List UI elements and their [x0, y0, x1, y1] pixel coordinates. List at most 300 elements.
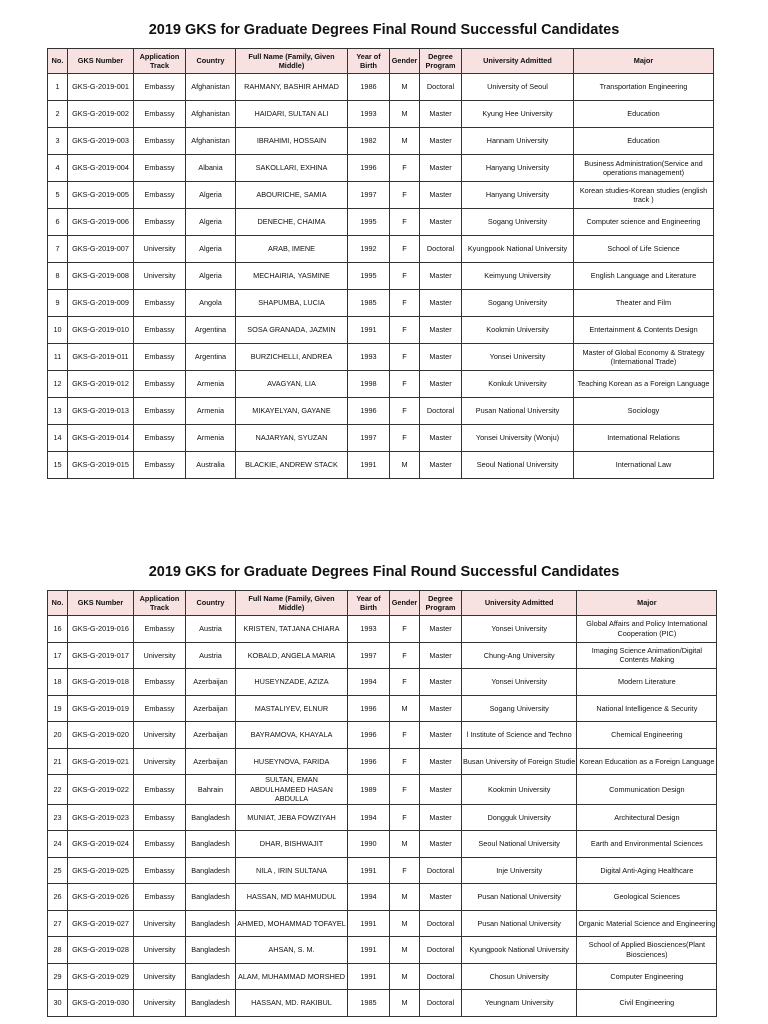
header-col-gks-number: GKS Number: [68, 591, 134, 616]
header-col-degree: Degree Program: [420, 591, 462, 616]
col-major-cell: English Language and Literature: [574, 263, 714, 290]
col-no-cell: 18: [48, 669, 68, 696]
col-gks-number-cell: GKS-G-2019-013: [68, 398, 134, 425]
header-col-major: Major: [577, 591, 717, 616]
col-gender-cell: F: [390, 317, 420, 344]
col-full-name-cell: NAJARYAN, SYUZAN: [236, 425, 348, 452]
header-col-year: Year of Birth: [348, 591, 390, 616]
col-country-cell: Azerbaijan: [186, 669, 236, 696]
col-gks-number-cell: GKS-G-2019-023: [68, 804, 134, 831]
col-university-cell: Yonsei University: [462, 669, 577, 696]
col-gks-number-cell: GKS-G-2019-005: [68, 182, 134, 209]
table-row: [48, 236, 714, 263]
col-gender-cell: M: [390, 452, 420, 479]
col-university-cell: Yonsei University (Wonju): [462, 425, 574, 452]
col-track-cell: Embassy: [134, 831, 186, 858]
col-full-name-cell: MASTALIYEV, ELNUR: [236, 695, 348, 722]
col-major-cell: International Relations: [574, 425, 714, 452]
table-row: [48, 101, 714, 128]
col-track-cell: Embassy: [134, 155, 186, 182]
col-degree-cell: Doctoral: [420, 857, 462, 884]
col-no-cell: 26: [48, 884, 68, 911]
col-university-cell: Pusan National University: [462, 884, 577, 911]
col-full-name-cell: MECHAIRIA, YASMINE: [236, 263, 348, 290]
col-gender-cell: M: [390, 101, 420, 128]
col-no-cell: 28: [48, 937, 68, 964]
header-col-university: University Admitted: [462, 591, 577, 616]
candidates-table: [47, 590, 717, 1017]
col-year-cell: 1995: [348, 209, 390, 236]
col-major-cell: Master of Global Economy & Strategy (International Trade): [574, 344, 714, 371]
col-year-cell: 1996: [348, 398, 390, 425]
col-university-cell: Sogang University: [462, 290, 574, 317]
table-row: [48, 371, 714, 398]
col-country-cell: Afghanistan: [186, 128, 236, 155]
col-gks-number-cell: GKS-G-2019-007: [68, 236, 134, 263]
col-degree-cell: Master: [420, 669, 462, 696]
col-track-cell: Embassy: [134, 128, 186, 155]
col-no-cell: 4: [48, 155, 68, 182]
header-col-country: Country: [186, 49, 236, 74]
col-no-cell: 16: [48, 616, 68, 643]
col-gks-number-cell: GKS-G-2019-022: [68, 775, 134, 805]
col-track-cell: Embassy: [134, 209, 186, 236]
col-gender-cell: M: [390, 990, 420, 1017]
col-major-cell: Civil Engineering: [577, 990, 717, 1017]
col-year-cell: 1996: [348, 155, 390, 182]
col-major-cell: Architectural Design: [577, 804, 717, 831]
col-year-cell: 1991: [348, 857, 390, 884]
col-country-cell: Bangladesh: [186, 831, 236, 858]
table-row: [48, 804, 717, 831]
col-major-cell: International Law: [574, 452, 714, 479]
col-gender-cell: M: [390, 695, 420, 722]
col-gender-cell: F: [390, 344, 420, 371]
col-gender-cell: F: [390, 371, 420, 398]
col-no-cell: 23: [48, 804, 68, 831]
col-major-cell: Chemical Engineering: [577, 722, 717, 749]
col-full-name-cell: BAYRAMOVA, KHAYALA: [236, 722, 348, 749]
col-year-cell: 1996: [348, 722, 390, 749]
col-country-cell: Afghanistan: [186, 74, 236, 101]
col-gks-number-cell: GKS-G-2019-027: [68, 910, 134, 937]
table-header-row: [48, 49, 714, 74]
col-no-cell: 22: [48, 775, 68, 805]
col-full-name-cell: RAHMANY, BASHIR AHMAD: [236, 74, 348, 101]
col-year-cell: 1994: [348, 884, 390, 911]
col-major-cell: Global Affairs and Policy International Cooperation (PIC): [577, 616, 717, 643]
col-no-cell: 6: [48, 209, 68, 236]
col-no-cell: 19: [48, 695, 68, 722]
header-col-degree: Degree Program: [420, 49, 462, 74]
table-row: [48, 831, 717, 858]
col-gender-cell: F: [390, 804, 420, 831]
col-gks-number-cell: GKS-G-2019-021: [68, 748, 134, 775]
col-full-name-cell: SAKOLLARI, EXHINA: [236, 155, 348, 182]
col-no-cell: 1: [48, 74, 68, 101]
col-gender-cell: M: [390, 74, 420, 101]
col-country-cell: Austria: [186, 616, 236, 643]
col-university-cell: Chung-Ang University: [462, 642, 577, 669]
page-title: 2019 GKS for Graduate Degrees Final Round Successful Candidates: [148, 22, 620, 38]
col-country-cell: Armenia: [186, 398, 236, 425]
col-country-cell: Bangladesh: [186, 990, 236, 1017]
col-no-cell: 15: [48, 452, 68, 479]
col-country-cell: Armenia: [186, 425, 236, 452]
col-gks-number-cell: GKS-G-2019-030: [68, 990, 134, 1017]
col-track-cell: University: [134, 910, 186, 937]
col-no-cell: 29: [48, 963, 68, 990]
col-no-cell: 25: [48, 857, 68, 884]
table-row: [48, 263, 714, 290]
col-university-cell: l Institute of Science and Techno: [462, 722, 577, 749]
header-col-full-name: Full Name (Family, Given Middle): [236, 591, 348, 616]
col-track-cell: University: [134, 937, 186, 964]
col-university-cell: Inje University: [462, 857, 577, 884]
col-full-name-cell: AVAGYAN, LIA: [236, 371, 348, 398]
col-gks-number-cell: GKS-G-2019-025: [68, 857, 134, 884]
col-year-cell: 1989: [348, 775, 390, 805]
col-track-cell: University: [134, 263, 186, 290]
col-track-cell: University: [134, 722, 186, 749]
col-university-cell: Yeungnam University: [462, 990, 577, 1017]
col-university-cell: Kyungpook National University: [462, 937, 577, 964]
col-country-cell: Bangladesh: [186, 910, 236, 937]
col-country-cell: Bahrain: [186, 775, 236, 805]
table-row: [48, 344, 714, 371]
col-year-cell: 1992: [348, 236, 390, 263]
col-country-cell: Afghanistan: [186, 101, 236, 128]
col-no-cell: 17: [48, 642, 68, 669]
table-row: [48, 398, 714, 425]
col-university-cell: Hanyang University: [462, 155, 574, 182]
col-full-name-cell: ALAM, MUHAMMAD MORSHED: [236, 963, 348, 990]
col-track-cell: Embassy: [134, 398, 186, 425]
col-country-cell: Bangladesh: [186, 963, 236, 990]
col-major-cell: Digital Anti-Aging Healthcare: [577, 857, 717, 884]
col-full-name-cell: BLACKIE, ANDREW STACK: [236, 452, 348, 479]
col-gks-number-cell: GKS-G-2019-024: [68, 831, 134, 858]
col-university-cell: Kookmin University: [462, 317, 574, 344]
col-gks-number-cell: GKS-G-2019-008: [68, 263, 134, 290]
col-degree-cell: Master: [420, 642, 462, 669]
col-degree-cell: Master: [420, 722, 462, 749]
table-row: [48, 182, 714, 209]
col-gks-number-cell: GKS-G-2019-003: [68, 128, 134, 155]
col-gender-cell: F: [390, 236, 420, 263]
col-gks-number-cell: GKS-G-2019-004: [68, 155, 134, 182]
header-col-year: Year of Birth: [348, 49, 390, 74]
col-full-name-cell: HUSEYNZADE, AZIZA: [236, 669, 348, 696]
col-no-cell: 12: [48, 371, 68, 398]
col-university-cell: Chosun University: [462, 963, 577, 990]
col-full-name-cell: SULTAN, EMAN ABDULHAMEED HASAN ABDULLA: [236, 775, 348, 805]
col-university-cell: University of Seoul: [462, 74, 574, 101]
col-country-cell: Azerbaijan: [186, 695, 236, 722]
col-track-cell: Embassy: [134, 290, 186, 317]
col-year-cell: 1997: [348, 425, 390, 452]
table-row: [48, 317, 714, 344]
col-gender-cell: F: [390, 182, 420, 209]
col-gender-cell: M: [390, 910, 420, 937]
col-full-name-cell: KRISTEN, TATJANA CHIARA: [236, 616, 348, 643]
col-year-cell: 1995: [348, 263, 390, 290]
col-degree-cell: Master: [420, 317, 462, 344]
table-row: [48, 722, 717, 749]
col-gks-number-cell: GKS-G-2019-029: [68, 963, 134, 990]
col-gks-number-cell: GKS-G-2019-012: [68, 371, 134, 398]
header-col-major: Major: [574, 49, 714, 74]
col-country-cell: Azerbaijan: [186, 748, 236, 775]
col-university-cell: Kookmin University: [462, 775, 577, 805]
header-col-gks-number: GKS Number: [68, 49, 134, 74]
col-country-cell: Australia: [186, 452, 236, 479]
col-no-cell: 21: [48, 748, 68, 775]
col-country-cell: Algeria: [186, 263, 236, 290]
col-country-cell: Algeria: [186, 182, 236, 209]
col-year-cell: 1991: [348, 910, 390, 937]
table-row: [48, 155, 714, 182]
header-col-track: Application Track: [134, 591, 186, 616]
col-year-cell: 1985: [348, 290, 390, 317]
col-university-cell: Sogang University: [462, 209, 574, 236]
col-university-cell: Seoul National University: [462, 831, 577, 858]
page-title: 2019 GKS for Graduate Degrees Final Round Successful Candidates: [148, 564, 620, 580]
col-full-name-cell: NILA , IRIN SULTANA: [236, 857, 348, 884]
col-track-cell: University: [134, 236, 186, 263]
col-gks-number-cell: GKS-G-2019-006: [68, 209, 134, 236]
col-degree-cell: Doctoral: [420, 398, 462, 425]
col-track-cell: Embassy: [134, 182, 186, 209]
col-no-cell: 30: [48, 990, 68, 1017]
col-track-cell: Embassy: [134, 695, 186, 722]
header-col-country: Country: [186, 591, 236, 616]
col-gks-number-cell: GKS-G-2019-010: [68, 317, 134, 344]
col-track-cell: University: [134, 963, 186, 990]
col-major-cell: Communication Design: [577, 775, 717, 805]
col-degree-cell: Doctoral: [420, 963, 462, 990]
col-gks-number-cell: GKS-G-2019-026: [68, 884, 134, 911]
col-degree-cell: Master: [420, 425, 462, 452]
col-year-cell: 1997: [348, 642, 390, 669]
col-degree-cell: Doctoral: [420, 236, 462, 263]
col-degree-cell: Master: [420, 155, 462, 182]
col-degree-cell: Master: [420, 804, 462, 831]
col-gks-number-cell: GKS-G-2019-016: [68, 616, 134, 643]
col-year-cell: 1990: [348, 831, 390, 858]
col-track-cell: Embassy: [134, 344, 186, 371]
col-gender-cell: F: [390, 425, 420, 452]
col-major-cell: Education: [574, 128, 714, 155]
col-country-cell: Algeria: [186, 236, 236, 263]
col-no-cell: 9: [48, 290, 68, 317]
table-row: [48, 669, 717, 696]
col-gender-cell: F: [390, 669, 420, 696]
col-year-cell: 1996: [348, 748, 390, 775]
table-row: [48, 290, 714, 317]
col-gks-number-cell: GKS-G-2019-001: [68, 74, 134, 101]
table-row: [48, 748, 717, 775]
col-major-cell: Korean Education as a Foreign Language: [577, 748, 717, 775]
col-no-cell: 14: [48, 425, 68, 452]
col-full-name-cell: ABOURICHE, SAMIA: [236, 182, 348, 209]
col-year-cell: 1986: [348, 74, 390, 101]
col-major-cell: School of Applied Biosciences(Plant Biosciences): [577, 937, 717, 964]
table-row: [48, 990, 717, 1017]
col-track-cell: Embassy: [134, 616, 186, 643]
col-gks-number-cell: GKS-G-2019-018: [68, 669, 134, 696]
col-country-cell: Armenia: [186, 371, 236, 398]
col-track-cell: Embassy: [134, 857, 186, 884]
col-degree-cell: Master: [420, 128, 462, 155]
col-no-cell: 10: [48, 317, 68, 344]
col-degree-cell: Master: [420, 290, 462, 317]
header-col-gender: Gender: [390, 49, 420, 74]
col-track-cell: Embassy: [134, 884, 186, 911]
col-degree-cell: Doctoral: [420, 990, 462, 1017]
col-degree-cell: Doctoral: [420, 910, 462, 937]
col-full-name-cell: AHMED, MOHAMMAD TOFAYEL: [236, 910, 348, 937]
col-university-cell: Hanyang University: [462, 182, 574, 209]
col-major-cell: Korean studies-Korean studies (english track ): [574, 182, 714, 209]
col-country-cell: Algeria: [186, 209, 236, 236]
col-gks-number-cell: GKS-G-2019-011: [68, 344, 134, 371]
table-row: [48, 74, 714, 101]
col-degree-cell: Master: [420, 101, 462, 128]
col-university-cell: Konkuk University: [462, 371, 574, 398]
col-degree-cell: Master: [420, 884, 462, 911]
table-row: [48, 452, 714, 479]
col-country-cell: Argentina: [186, 317, 236, 344]
header-col-track: Application Track: [134, 49, 186, 74]
header-col-no: No.: [48, 591, 68, 616]
col-major-cell: Geological Sciences: [577, 884, 717, 911]
col-full-name-cell: ARAB, IMENE: [236, 236, 348, 263]
col-gender-cell: F: [390, 775, 420, 805]
col-gender-cell: F: [390, 722, 420, 749]
table-row: [48, 963, 717, 990]
col-track-cell: Embassy: [134, 775, 186, 805]
col-full-name-cell: HUSEYNOVA, FARIDA: [236, 748, 348, 775]
col-track-cell: University: [134, 748, 186, 775]
table-row: [48, 695, 717, 722]
col-major-cell: School of Life Science: [574, 236, 714, 263]
col-gks-number-cell: GKS-G-2019-009: [68, 290, 134, 317]
col-degree-cell: Master: [420, 344, 462, 371]
col-university-cell: Pusan National University: [462, 910, 577, 937]
col-gks-number-cell: GKS-G-2019-014: [68, 425, 134, 452]
col-year-cell: 1991: [348, 963, 390, 990]
col-country-cell: Bangladesh: [186, 857, 236, 884]
col-gender-cell: M: [390, 963, 420, 990]
col-gender-cell: F: [390, 290, 420, 317]
col-no-cell: 27: [48, 910, 68, 937]
col-degree-cell: Master: [420, 182, 462, 209]
col-track-cell: Embassy: [134, 101, 186, 128]
col-degree-cell: Master: [420, 209, 462, 236]
col-year-cell: 1991: [348, 937, 390, 964]
col-no-cell: 20: [48, 722, 68, 749]
col-full-name-cell: IBRAHIMI, HOSSAIN: [236, 128, 348, 155]
col-gender-cell: F: [390, 155, 420, 182]
col-gender-cell: F: [390, 209, 420, 236]
table-row: [48, 642, 717, 669]
col-full-name-cell: SHAPUMBA, LUCIA: [236, 290, 348, 317]
col-year-cell: 1993: [348, 101, 390, 128]
col-major-cell: Business Administration(Service and operations management): [574, 155, 714, 182]
table-row: [48, 209, 714, 236]
col-no-cell: 13: [48, 398, 68, 425]
col-major-cell: Modern Literature: [577, 669, 717, 696]
col-degree-cell: Master: [420, 263, 462, 290]
col-gender-cell: F: [390, 263, 420, 290]
col-full-name-cell: DHAR, BISHWAJIT: [236, 831, 348, 858]
col-gender-cell: M: [390, 937, 420, 964]
col-major-cell: Theater and Film: [574, 290, 714, 317]
header-col-university: University Admitted: [462, 49, 574, 74]
col-university-cell: Pusan National University: [462, 398, 574, 425]
col-gks-number-cell: GKS-G-2019-020: [68, 722, 134, 749]
col-major-cell: Sociology: [574, 398, 714, 425]
col-university-cell: Hannam University: [462, 128, 574, 155]
col-major-cell: Computer Engineering: [577, 963, 717, 990]
col-year-cell: 1994: [348, 669, 390, 696]
col-university-cell: Seoul National University: [462, 452, 574, 479]
col-gks-number-cell: GKS-G-2019-002: [68, 101, 134, 128]
col-degree-cell: Master: [420, 695, 462, 722]
col-country-cell: Argentina: [186, 344, 236, 371]
col-country-cell: Bangladesh: [186, 884, 236, 911]
col-degree-cell: Master: [420, 831, 462, 858]
table-row: [48, 937, 717, 964]
col-country-cell: Angola: [186, 290, 236, 317]
document-page-1: [0, 18, 768, 479]
col-university-cell: Keimyung University: [462, 263, 574, 290]
col-full-name-cell: SOSA GRANADA, JAZMIN: [236, 317, 348, 344]
col-full-name-cell: BURZICHELLI, ANDREA: [236, 344, 348, 371]
col-year-cell: 1994: [348, 804, 390, 831]
header-col-no: No.: [48, 49, 68, 74]
col-degree-cell: Master: [420, 748, 462, 775]
col-full-name-cell: MIKAYELYAN, GAYANE: [236, 398, 348, 425]
candidates-table: [47, 48, 714, 479]
col-country-cell: Azerbaijan: [186, 722, 236, 749]
col-no-cell: 5: [48, 182, 68, 209]
col-university-cell: Yonsei University: [462, 344, 574, 371]
header-col-gender: Gender: [390, 591, 420, 616]
table-row: [48, 857, 717, 884]
col-degree-cell: Doctoral: [420, 937, 462, 964]
col-track-cell: Embassy: [134, 317, 186, 344]
col-country-cell: Bangladesh: [186, 804, 236, 831]
col-major-cell: Earth and Environmental Sciences: [577, 831, 717, 858]
col-gks-number-cell: GKS-G-2019-017: [68, 642, 134, 669]
col-university-cell: Yonsei University: [462, 616, 577, 643]
col-gender-cell: F: [390, 616, 420, 643]
col-track-cell: Embassy: [134, 371, 186, 398]
col-no-cell: 11: [48, 344, 68, 371]
table-row: [48, 910, 717, 937]
col-gender-cell: M: [390, 884, 420, 911]
col-year-cell: 1991: [348, 317, 390, 344]
col-university-cell: Sogang University: [462, 695, 577, 722]
col-gks-number-cell: GKS-G-2019-019: [68, 695, 134, 722]
col-year-cell: 1982: [348, 128, 390, 155]
col-year-cell: 1991: [348, 452, 390, 479]
col-no-cell: 7: [48, 236, 68, 263]
col-full-name-cell: AHSAN, S. M.: [236, 937, 348, 964]
col-no-cell: 8: [48, 263, 68, 290]
